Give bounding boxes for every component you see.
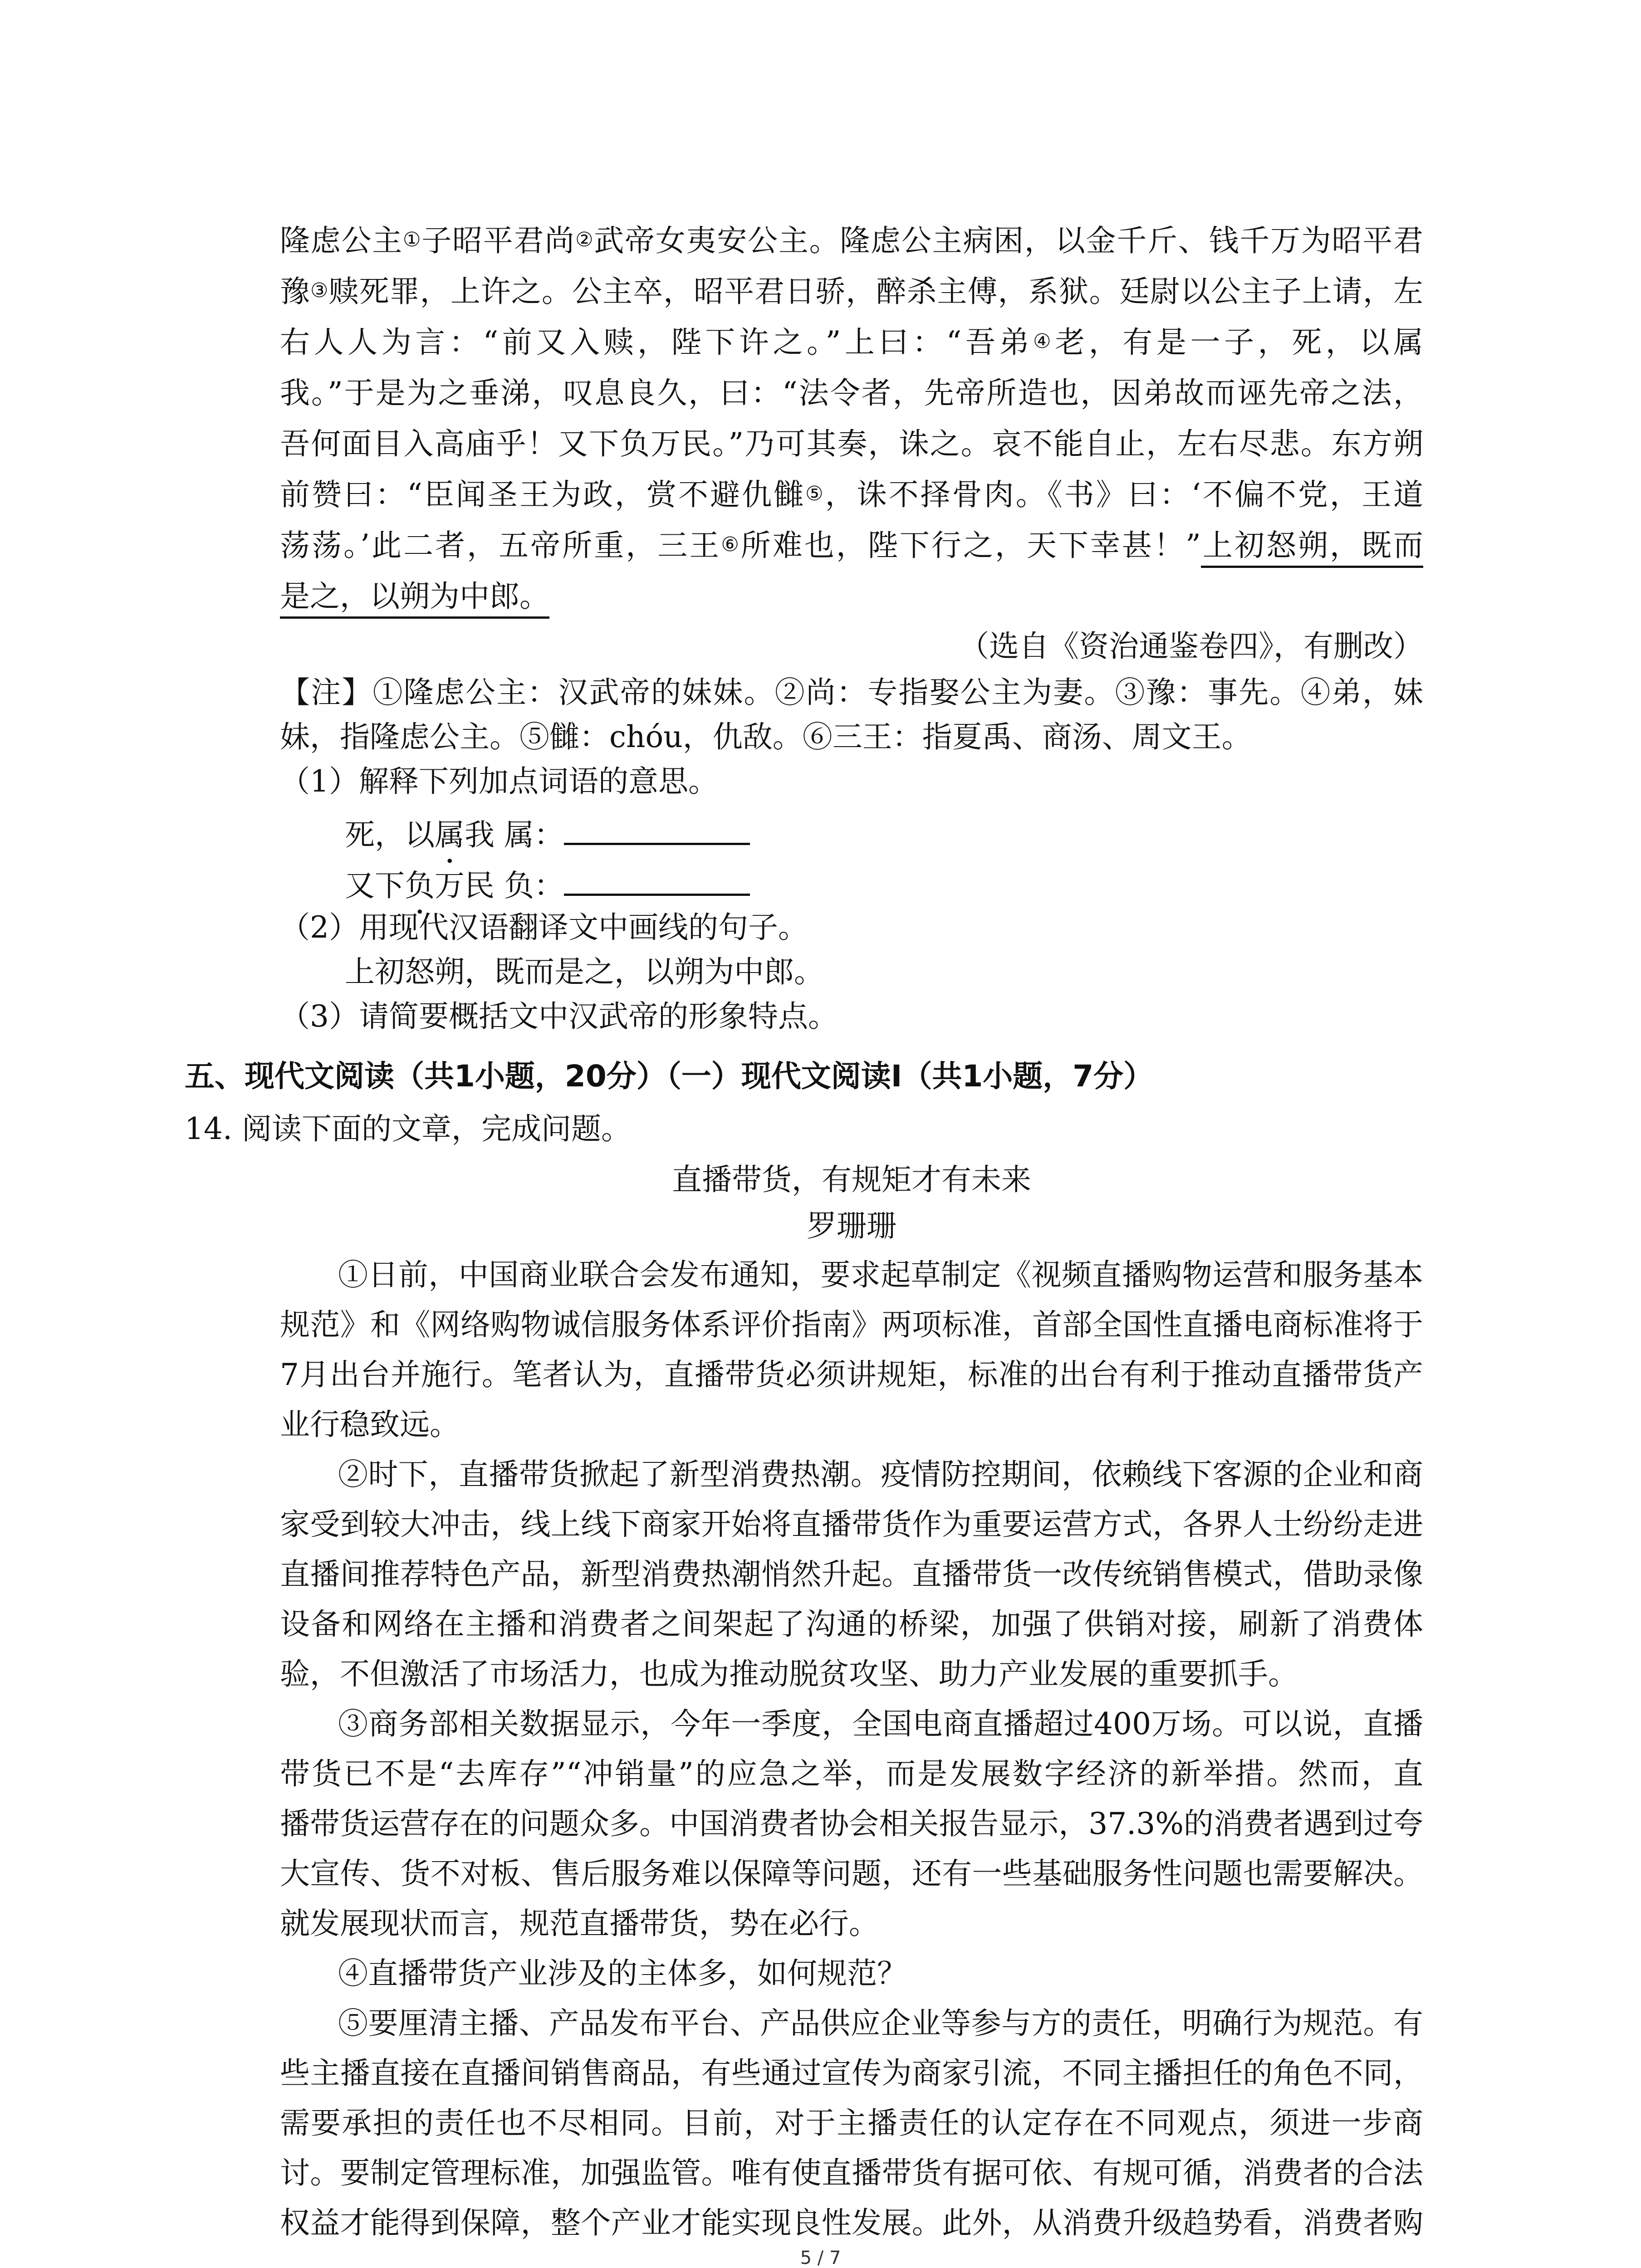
article-line: 验，不但激活了市场活力，也成为推动脱贫攻坚、助力产业发展的重要抓手。 bbox=[280, 1657, 1298, 1691]
text: 隆虑公主 bbox=[280, 223, 403, 258]
section-heading: 五、现代文阅读（共1小题，20分）（一）现代文阅读Ⅰ（共1小题，7分） bbox=[185, 1059, 1154, 1094]
question-14: 14. 阅读下面的文章，完成问题。 bbox=[185, 1111, 631, 1146]
passage-line-1 bbox=[280, 223, 1424, 259]
note-line-2: 妹，指隆虑公主。⑤雠：chóu，仇敌。⑥三王：指夏禹、商汤、周文王。 bbox=[280, 719, 1252, 754]
article-line: 业行稳致远。 bbox=[280, 1407, 460, 1442]
article-line: ③商务部相关数据显示，今年一季度，全国电商直播超过400万场。可以说，直播 bbox=[338, 1706, 1423, 1741]
passage-line-4: 我。”于是为之垂涕，叹息良久，曰：“法令者，先帝所造也，因弟故而诬先帝之法， bbox=[280, 376, 1423, 411]
passage-line-2 bbox=[280, 274, 1424, 310]
article-line: 设备和网络在主播和消费者之间架起了沟通的桥梁，加强了供销对接，刷新了消费体 bbox=[280, 1607, 1423, 1642]
article-line: 带货已不是“去库存”“冲销量”的应急之举，而是发展数字经济的新举措。然而，直 bbox=[280, 1756, 1423, 1791]
answer-blank[interactable] bbox=[564, 867, 750, 896]
note-marker: ⑤ bbox=[805, 482, 825, 505]
text: 子昭平君尚 bbox=[421, 223, 576, 258]
note-marker: ④ bbox=[1033, 330, 1055, 353]
text: 死，以 bbox=[345, 817, 435, 852]
text: 右人人为言：“前又入赎，陛下许之。”上曰：“吾弟 bbox=[280, 325, 1034, 360]
passage-line-8 bbox=[280, 579, 1423, 614]
note-line-1: 【注】①隆虑公主：汉武帝的妹妹。②尚：专指娶公主为妻。③豫：事先。④弟，妹 bbox=[280, 675, 1423, 710]
text: 所难也，陛下行之，天下幸甚！” bbox=[740, 528, 1201, 563]
text: 又下 bbox=[345, 868, 405, 903]
article-line: 权益才能得到保障，整个产业才能实现良性发展。此外，从消费升级趋势看，消费者购 bbox=[280, 2205, 1423, 2240]
article-line: 规范》和《网络购物诚信服务体系评价指南》两项标准，首部全国性直播电商标准将于 bbox=[280, 1307, 1423, 1342]
question-2-sentence: 上初怒朔，既而是之，以朔为中郎。 bbox=[345, 954, 824, 989]
article-author: 罗珊珊 bbox=[807, 1208, 896, 1243]
dotted-word: 负 bbox=[405, 868, 435, 903]
dotted-word: 属 bbox=[435, 817, 465, 852]
note-marker: ③ bbox=[310, 279, 329, 302]
article-line: ②时下，直播带货掀起了新型消费热潮。疫情防控期间，依赖线下客源的企业和商 bbox=[338, 1457, 1423, 1492]
note-marker: ① bbox=[403, 228, 422, 251]
text: ，诛不择骨肉。《书》曰：‘不偏不党，王道 bbox=[825, 477, 1423, 512]
article-line: 家受到较大冲击，线上线下商家开始将直播带货作为重要运营方式，各界人士纷纷走进 bbox=[280, 1507, 1423, 1542]
question-3: （3）请简要概括文中汉武帝的形象特点。 bbox=[280, 999, 838, 1034]
article-line: 些主播直接在直播间销售商品，有些通过宣传为商家引流，不同主播担任的角色不同， bbox=[280, 2056, 1423, 2091]
text: 我 属： bbox=[465, 817, 564, 852]
underlined-sentence: 是之，以朔为中郎。 bbox=[280, 579, 549, 619]
text: 赎死罪，上许之。公主卒，昭平君日骄，醉杀主傅，系狱。廷尉以公主子上请，左 bbox=[328, 274, 1424, 309]
question-2: （2）用现代汉语翻译文中画线的句子。 bbox=[280, 910, 808, 945]
article-title: 直播带货，有规矩才有未来 bbox=[672, 1162, 1031, 1197]
answer-blank[interactable] bbox=[564, 816, 750, 845]
page-number: 5 / 7 bbox=[800, 2248, 841, 2268]
text: 前赞曰：“臣闻圣王为政，赏不避仇雠 bbox=[280, 477, 806, 512]
article-line: ④直播带货产业涉及的主体多，如何规范？ bbox=[338, 1956, 907, 1991]
article-line: 就发展现状而言，规范直播带货，势在必行。 bbox=[280, 1906, 879, 1941]
underlined-sentence: 上初怒朔，既而 bbox=[1201, 528, 1423, 568]
text: 荡荡。’此二者，五帝所重，三王 bbox=[280, 528, 721, 563]
article-line: 需要承担的责任也不尽相同。目前，对于主播责任的认定存在不同观点，须进一步商 bbox=[280, 2106, 1423, 2141]
text: 老，有是一子，死，以属 bbox=[1055, 325, 1423, 360]
article-line: 直播间推荐特色产品，新型消费热潮悄然升起。直播带货一改传统销售模式，借助录像 bbox=[280, 1557, 1423, 1592]
article-line: 7月出台并施行。笔者认为，直播带货必须讲规矩，标准的出台有利于推动直播带货产 bbox=[280, 1357, 1423, 1392]
passage-line-6 bbox=[280, 477, 1423, 513]
article-line: ⑤要厘清主播、产品发布平台、产品供应企业等参与方的责任，明确行为规范。有 bbox=[338, 2006, 1423, 2041]
note-marker: ② bbox=[575, 228, 594, 251]
article-line: 大宣传、货不对板、售后服务难以保障等问题，还有一些基础服务性问题也需要解决。 bbox=[280, 1856, 1423, 1891]
text: 豫 bbox=[280, 274, 311, 309]
note-marker: ⑥ bbox=[721, 533, 741, 556]
article-line: 播带货运营存在的问题众多。中国消费者协会相关报告显示，37.3%的消费者遇到过夸 bbox=[280, 1806, 1423, 1841]
passage-line-7 bbox=[280, 528, 1423, 564]
source-citation: （选自《资治通鉴卷四》，有删改） bbox=[959, 629, 1423, 664]
text: 万民 负： bbox=[435, 868, 564, 903]
passage-line-3 bbox=[280, 327, 1423, 361]
question-1: （1）解释下列加点词语的意思。 bbox=[280, 764, 718, 799]
article-line: ①日前，中国商业联合会发布通知，要求起草制定《视频直播购物运营和服务基本 bbox=[338, 1257, 1423, 1292]
question-1a bbox=[345, 816, 1488, 870]
article-line: 讨。要制定管理标准，加强监管。唯有使直播带货有据可依、有规可循，消费者的合法 bbox=[280, 2156, 1423, 2190]
passage-line-5: 吾何面目入高庙乎！又下负万民。”乃可其奏，诛之。哀不能自止，左右尽悲。东方朔 bbox=[280, 426, 1423, 461]
text: 武帝女夷安公主。隆虑公主病困，以金千斤、钱千万为昭平君 bbox=[594, 223, 1424, 258]
